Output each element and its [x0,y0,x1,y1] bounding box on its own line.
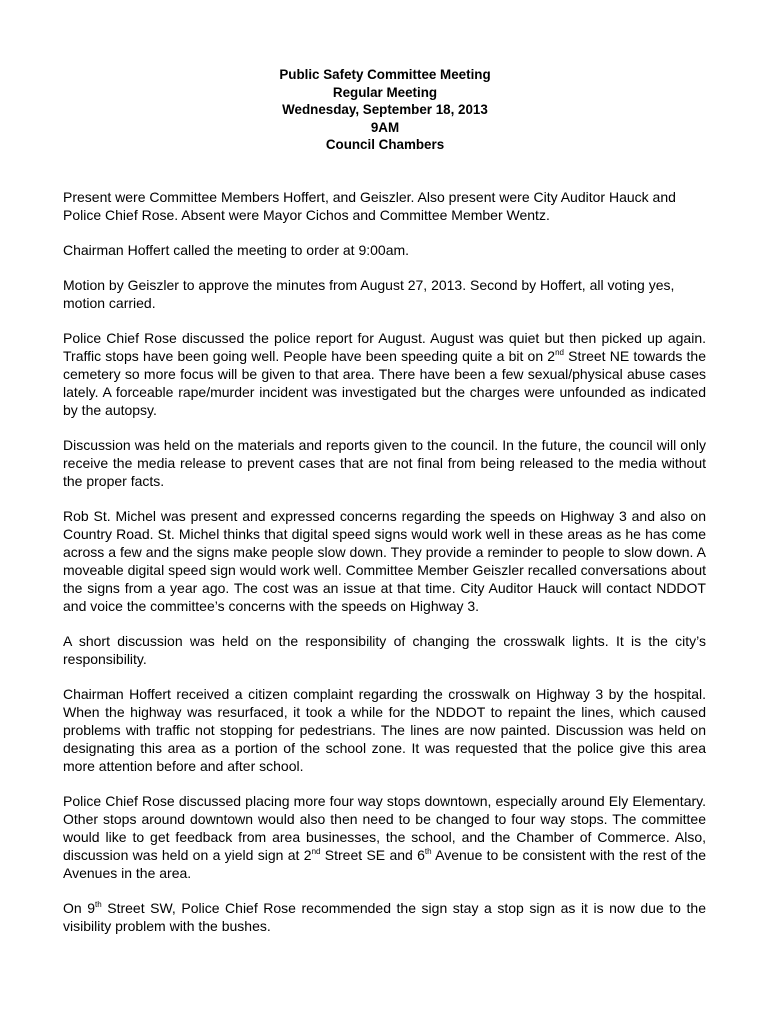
header-location: Council Chambers [325,137,445,152]
paragraph-media-release: Discussion was held on the materials and reports given to the council. In the future, the council will only receive the media release to prevent cases that are not final from being released to the media without the proper facts. [63,437,706,489]
paragraph-police-report [63,329,706,419]
paragraph-call-to-order: Chairman Hoffert called the meeting to order at 9:00am. [63,242,410,258]
four-way-stops-text-2: Street SE and 6 [320,847,425,863]
four-way-stops-sup-1: nd [311,847,321,856]
minutes-body [63,188,706,952]
police-report-sup: nd [555,348,564,357]
paragraph-crosswalk-lights: A short discussion was held on the responsibility of changing the crosswalk lights. It is the city’s responsibility. [63,633,706,667]
paragraph-attendance: Present were Committee Members Hoffert, and Geiszler. Also present were City Auditor Hauck and Police Chief Rose. Absent were Mayor Cichos and Committee Member Wentz. [63,189,676,223]
header-meeting-type: Regular Meeting [332,84,438,100]
stop-sign-text-2: Street SW, Police Chief Rose recommended the sign stay a stop sign as it is now due to the visibility problem with the bushes. [63,900,706,934]
stop-sign-text-1: On 9 [63,900,96,916]
stop-sign-sup: th [95,900,102,909]
police-report-text-1: Police Chief Rose discussed the police report for August. August was quiet but then picked up again. Traffic stops have been going well. People have been speeding quite a bit on 2 [63,330,706,364]
paragraph-speed-signs: Rob St. Michel was present and expressed concerns regarding the speeds on Highway 3 and also on Country Road. St. Michel thinks that digital speed signs would work well in these areas as he has come across a few and the signs make people slow down. They provide a reminder to people to slow down. A moveable digital speed sign would work well. Committee Member Geiszler recalled conversations about the signs from a year ago. The cost was an issue at that time. City Auditor Hauck will contact NDDOT and voice the committee’s concerns with the speeds on Highway 3. [63,508,706,614]
meeting-header [0,66,770,154]
paragraph-crosswalk-complaint: Chairman Hoffert received a citizen complaint regarding the crosswalk on Highway 3 by the hospital. When the highway was resurfaced, it took a while for the NDDOT to repaint the lines, which caused problems with traffic not stopping for pedestrians. The lines are now painted. Discussion was held on designating this area as a portion of the school zone. It was requested that the police give this area more attention before and after school. [63,686,706,774]
paragraph-minutes-approval: Motion by Geiszler to approve the minutes from August 27, 2013. Second by Hoffert, all voting yes, motion carried. [63,277,675,311]
four-way-stops-text-1: Police Chief Rose discussed placing more four way stops downtown, especially around Ely Elementary. Other stops around downtown would also then need to be changed to four way stops. The committee would like to get feedback from area businesses, the school, and the Chamber of Commerce. Also, discussion was held on a yield sign at 2 [63,793,706,863]
four-way-stops-text-3: Avenue to be consistent with the rest of the Avenues in the area. [63,847,706,881]
paragraph-stop-sign [63,899,706,935]
police-report-text-2: Street NE towards the cemetery so more focus will be given to that area. There have been a few sexual/physical abuse cases lately. A forceable rape/murder incident was investigated but the charges were unfounded as indicated by the autopsy. [63,348,707,418]
header-date: Wednesday, September 18, 2013 [282,102,488,117]
four-way-stops-sup-2: th [424,847,432,856]
header-title: Public Safety Committee Meeting [279,67,491,82]
paragraph-four-way-stops [63,792,706,882]
header-time: 9AM [370,119,400,135]
